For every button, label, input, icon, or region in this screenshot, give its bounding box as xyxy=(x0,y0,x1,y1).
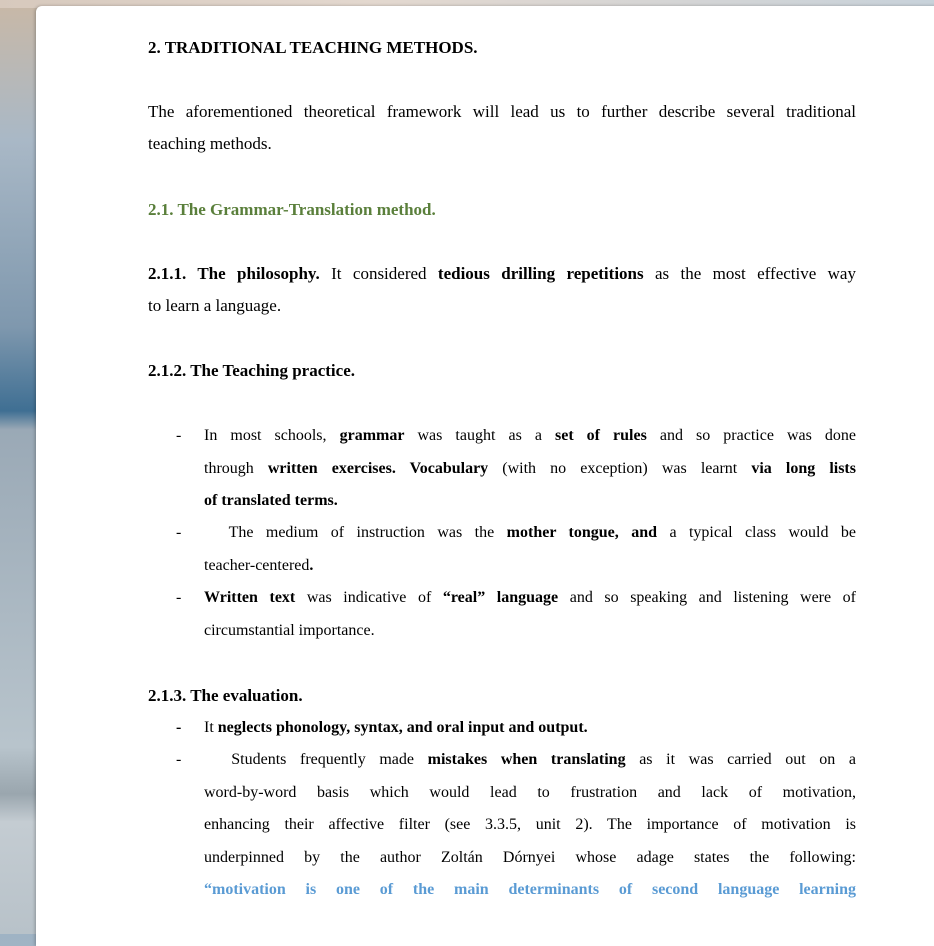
intro-line-1: The aforementioned theoretical framework will lead us to further describe several traditional xyxy=(148,102,856,121)
bullet-dash: - xyxy=(176,719,182,736)
practice-item-3-row-1: Written text was indicative of “real” language and so speaking and listening were of xyxy=(204,589,857,606)
practice-item-2 xyxy=(204,523,856,588)
philosophy-text-b: as the most effective way xyxy=(643,264,856,283)
bullet-dash: - xyxy=(176,427,182,444)
evaluation-item-2-row-2: word-by-word basis which would lead to frustration and lack of motivation, xyxy=(204,783,856,801)
evaluation-item-2-row-3: enhancing their affective filter (see 3.3.5, unit 2). The importance of motivation is xyxy=(204,816,856,833)
bullet-dash: - xyxy=(176,524,182,541)
desktop-background xyxy=(0,0,40,934)
practice-heading: 2.1.2. The Teaching practice. xyxy=(148,361,355,380)
practice-item-1-row-1: In most schools, grammar was taught as a set of rules and so practice was done xyxy=(204,427,857,444)
practice-item-3-row-2: circumstantial importance. xyxy=(204,621,375,639)
philosophy-bold: tedious drilling repetitions xyxy=(437,264,644,283)
section-heading: 2. TRADITIONAL TEACHING METHODS. xyxy=(148,38,478,57)
evaluation-item-2 xyxy=(204,750,856,913)
philosophy-label: 2.1.1. The philosophy. xyxy=(148,264,320,283)
practice-item-3 xyxy=(204,588,856,653)
bullet-dash: - xyxy=(176,751,182,768)
evaluation-item-2-row-4: underpinned by the author Zoltán Dórnyei whose adage states the following: xyxy=(204,848,856,866)
evaluation-item-1-row: It neglects phonology, syntax, and oral input and output. xyxy=(204,719,588,736)
evaluation-item-2-row-5-quote: “motivation is one of the main determinants of second language learning xyxy=(204,881,856,898)
subsection-heading: 2.1. The Grammar-Translation method. xyxy=(148,200,436,219)
philosophy-line-1 xyxy=(148,264,856,284)
philosophy-line-2: to learn a language. xyxy=(148,296,282,315)
document-page[interactable] xyxy=(36,6,934,946)
evaluation-heading: 2.1.3. The evaluation. xyxy=(148,686,303,705)
intro-line-2: teaching methods. xyxy=(148,134,272,153)
evaluation-item-2-row-1: Students frequently made mistakes when translating as it was carried out on a xyxy=(204,751,857,768)
practice-item-1-row-2: through written exercises. Vocabulary (with no exception) was learnt via long lists xyxy=(204,459,856,477)
practice-item-1-row-3: of translated terms. xyxy=(204,492,338,509)
practice-item-1 xyxy=(204,426,856,524)
bullet-dash: - xyxy=(176,589,182,606)
practice-item-2-row-2: teacher-centered. xyxy=(204,556,314,574)
philosophy-text-a: It considered xyxy=(319,264,438,283)
evaluation-item-1 xyxy=(204,718,856,751)
practice-item-2-row-1: The medium of instruction was the mother tongue, and a typical class would be xyxy=(204,524,857,541)
